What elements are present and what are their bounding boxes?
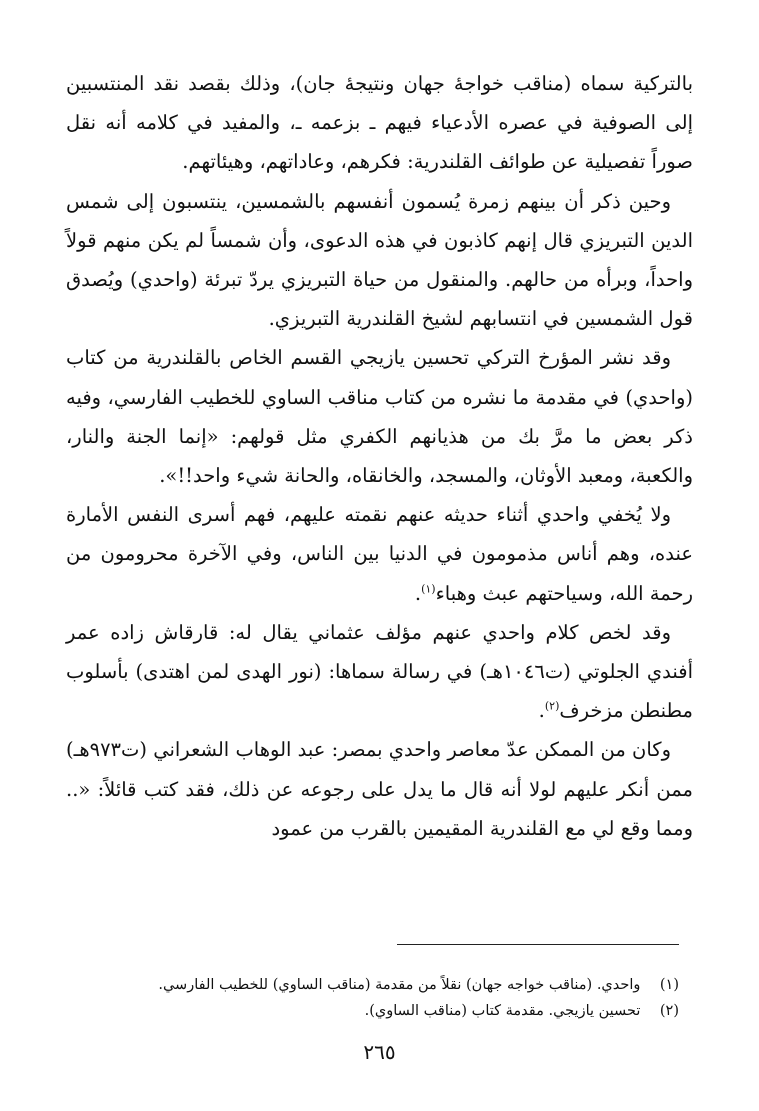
footnote-2 [66, 998, 679, 1024]
footnote-ref-2: (٢) [544, 699, 560, 713]
paragraph-3: وقد نشر المؤرخ التركي تحسين يازيجي القسم الخاص بالقلندرية من كتاب (واحدي) في مقدمة ما نشره من كتاب مناقب الساوي للخطيب الفارسي، وفيه ذكر بعض ما مرَّ بك من هذيانهم الكفري مثل قولهم: «إنما الجنة والنار، والكعبة، ومعبد الأوثان، والمسجد، والخانقاه، والحانة شيء واحد!!». [66, 346, 693, 488]
footnotes [66, 972, 679, 1024]
footnote-divider [397, 944, 679, 945]
footnote-text: تحسين يازيجي. مقدمة كتاب (مناقب الساوي). [364, 1003, 641, 1019]
footnote-ref-1: (١) [421, 582, 436, 596]
paragraph-4-end: . [414, 581, 422, 605]
page-number: ٢٦٥ [363, 1040, 396, 1064]
paragraph-6: وكان من الممكن عدّ معاصر واحدي بمصر: عبد الوهاب الشعراني (ت٩٧٣هـ) ممن أنكر عليهم لولا أنه قال ما يدل على رجوعه عن ذلك، فقد كتب قائلاً: «.. ومما وقع لي مع القلندرية المقيمين بالقرب من عمود [66, 738, 693, 840]
footnote-number: (١) [659, 977, 679, 993]
paragraph-4 [66, 495, 693, 613]
paragraph-2: وحين ذكر أن بينهم زمرة يُسمون أنفسهم بالشمسين، ينتسبون إلى شمس الدين التبريزي قال إنهم كاذبون في هذه الدعوى، وأن شمساً لم يكن منهم قولاً واحداً، وبرأه من حالهم. والمنقول من حياة التبريزي يردّ تبرئة (واحدي) ويُصدق قول الشمسين في انتسابهم لشيخ القلندرية التبريزي. [66, 189, 693, 331]
footnote-number: (٢) [659, 1003, 679, 1019]
paragraph-1: بالتركية سماه (مناقب خواجهٔ جهان ونتيجهٔ جان)، وذلك بقصد نقد المنتسبين إلى الصوفية في عصره الأدعياء فيهم ـ بزعمه ـ، والمفيد في كلامه أنه نقل صوراً تفصيلية عن طوائف القلندرية: فكرهم، وعاداتهم، وهيئاتهم. [66, 72, 693, 174]
paragraph-5-end: . [538, 699, 545, 723]
main-text [66, 64, 693, 848]
paragraph-5-text: وقد لخص كلام واحدي عنهم مؤلف عثماني يقال له: قارقاش زاده عمر أفندي الجلوتي (ت١٠٤٦هـ) في رسالة سماها: (نور الهدى لمن اهتدى) بأسلوب مطنطن مزخرف [66, 620, 693, 723]
paragraph-5 [66, 613, 693, 731]
footnote-1 [66, 972, 679, 998]
paragraph-4-text: ولا يُخفي واحدي أثناء حديثه عنهم نقمته عليهم، فهم أسرى النفس الأمارة عنده، وهم أناس مذمومون في الدنيا بين الناس، وفي الآخرة محرومون من رحمة الله، وسياحتهم عبث وهباء [66, 503, 693, 605]
footnote-text: واحدي. (مناقب خواجه جهان) نقلاً من مقدمة (مناقب الساوي) للخطيب الفارسي. [158, 977, 641, 993]
